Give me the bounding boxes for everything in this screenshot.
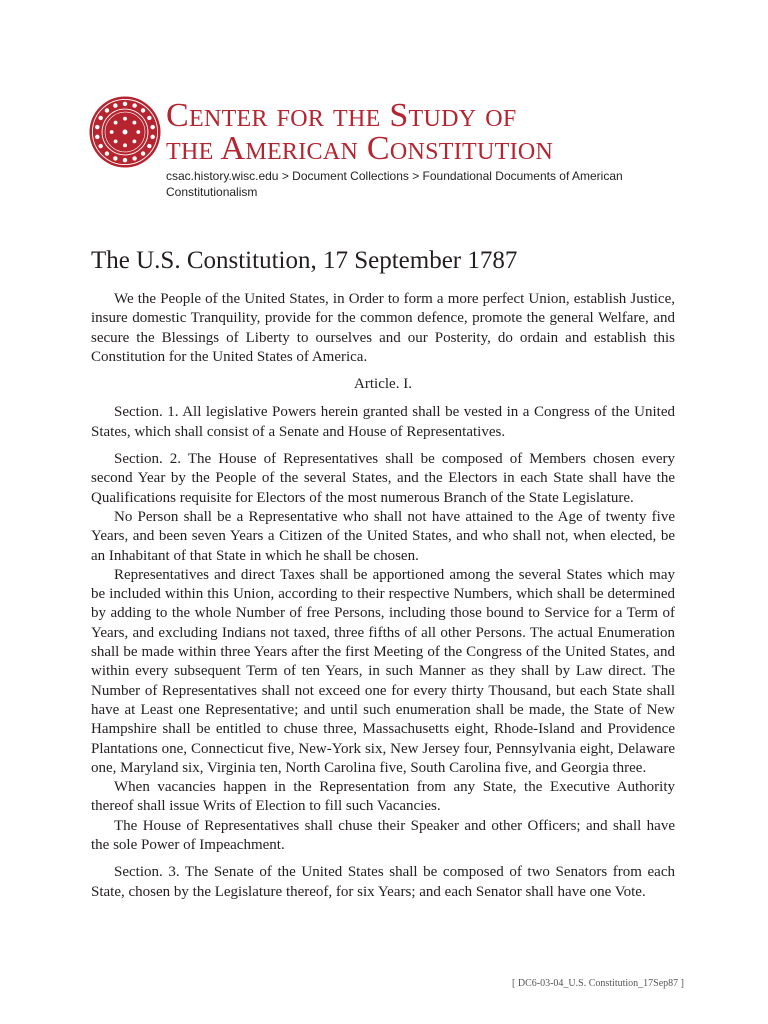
document-id-footer: [ DC6-03-04_U.S. Constitution_17Sep87 ] xyxy=(512,978,684,989)
section-2-vacancies-paragraph: When vacancies happen in the Representation from any State, the Executive Authority thereof shall issue Writs of Election to fill such Vacancies. xyxy=(91,779,675,815)
document-title: The U.S. Constitution, 17 September 1787 xyxy=(91,247,518,274)
section-1-paragraph: Section. 1. All legislative Powers herein granted shall be vested in a Congress of the United States, which shall consist of a Senate and House of Representatives. xyxy=(91,404,675,440)
section-2-apportionment-paragraph: Representatives and direct Taxes shall be apportioned among the several States which may be included within this Union, according to their respective Numbers, which shall be determined by adding to the whole Number of free Persons, including those bound to Service for a Term of Years, and excluding Indians not taxed, three fifths of all other Persons. The actual Enumeration shall be made within three Years after the first Meeting of the Congress of the United States, and within every subsequent Term of ten Years, in such Manner as they shall by Law direct. The Number of Representatives shall not exceed one for every thirty Thousand, but each State shall have at Least one Representative; and until such enumeration shall be made, the State of New Hampshire shall be entitled to chuse three, Massachusetts eight, Rhode-Island and Providence Plantations one, Connecticut five, New-York six, New Jersey four, Pennsylvania eight, Delaware one, Maryland six, Virginia ten, North Carolina five, South Carolina five, and Georgia three. xyxy=(91,566,675,776)
organization-name-line1: Center for the Study of xyxy=(166,97,517,134)
article-heading: Article. I. xyxy=(354,376,412,393)
section-2-qualifications-paragraph: No Person shall be a Representative who shall not have attained to the Age of twenty five Years, and been seven Years a Citizen of the United States, and who shall not, when elected, be an Inhabitant of that State in which he shall be chosen. xyxy=(91,508,675,564)
organization-name-line2: the American Constitution xyxy=(166,130,554,167)
breadcrumb[interactable]: csac.history.wisc.edu > Document Collections > Foundational Documents of American Constitutionalism xyxy=(166,169,623,199)
preamble-paragraph: We the People of the United States, in Order to form a more perfect Union, establish Justice, insure domestic Tranquility, provide for the common defence, promote the general Welfare, and secure the Blessings of Liberty to ourselves and our Posterity, do ordain and establish this Constitution for the United States of America. xyxy=(91,291,675,365)
organization-name xyxy=(166,99,553,165)
section-2-paragraph: Section. 2. The House of Representatives shall be composed of Members chosen every second Year by the People of the several States, and the Electors in each State shall have the Qualifications requisite for Electors of the most numerous Branch of the State Legislature. xyxy=(91,451,675,506)
section-3-paragraph: Section. 3. The Senate of the United States shall be composed of two Senators from each State, chosen by the Legislature thereof, for six Years; and each Senator shall have one Vote. xyxy=(91,864,675,900)
document-body xyxy=(91,290,675,902)
seal-icon xyxy=(88,95,162,169)
section-2-speaker-paragraph: The House of Representatives shall chuse their Speaker and other Officers; and shall have the sole Power of Impeachment. xyxy=(91,817,675,854)
